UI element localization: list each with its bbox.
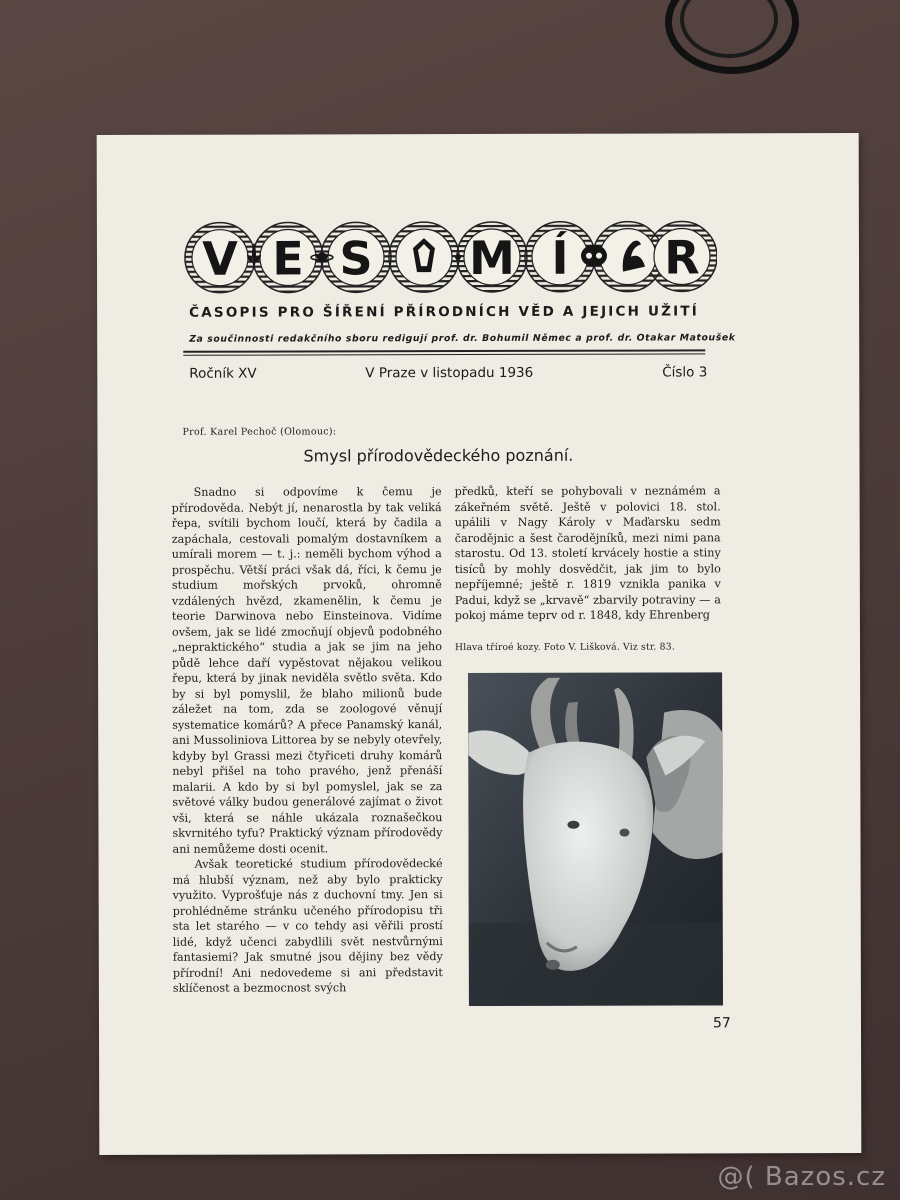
editors-line: Za součinnosti redakčního sboru redigují prof. dr. Bohumil Němec a prof. dr. Otakar Matoušek (189, 332, 736, 345)
issue-number: Číslo 3 (662, 364, 708, 381)
place-date: V Praze v listopadu 1936 (365, 364, 534, 382)
issue-info-row (189, 364, 707, 385)
paragraph: Snadno si odpovíme k čemu je přírodověda. Nebýt jí, nenarostla by tak veliká řepa, svítili bychom loučí, která by čadila a zapáchala, cestovali pomalým dostavníkem a umírali morem — t. j.: neměli bychom výhod a prospěchu. Větší práci však dá, říci, k čemu je studium mořských prvoků, ohromně vzdálených hvězd, zkamenělin, k čemu je teorie Darwinova nebo Einsteinova. Vidíme ovšem, jak se lidé zmocňují objevů podobného „nepraktického“ studia a jak se jim na jeho půdě lehce daří vypěstovat nějakou velikou řepu, která by jinak neviděla světlo světa. Kdo by si byl pomyslil, že blaho milionů bude záležet na tom, zda se zoologové věnují systematice komárů? A přece Panamský kanál, ani Mussoliniova Littorea by se nebyly otevřely, kdyby byl Grassi mezi čtyřiceti druhy komárů nebyl přišel na toho pravého, jenž přenáší malarii. A kdo by si byl pomyslel, jak se za světové války budou generálové zajímat o život vši, která se náhle ukázala roznašečkou skvrnitého tyfu? Praktický význam přírodovědy ani nemůžeme dosti ocenit. (171, 485, 443, 856)
goat-photo (468, 672, 723, 1006)
paragraph: předků, kteří se pohybovali v neznámém a zákeřném světě. Ještě v polovici 18. stol. upálili v Nagy Károly v Maďarsku sedm čarodějnic a šest čarodějníků, mezi nimi pana starostu. Od 13. století krvácely hostie a stiny tisíců by mohly dosvědčit, jak jim to bylo nepříjemné; ještě r. 1819 vznikla panika v Padui, když se „krvavě“ zbarvily potraviny — a pokoj máme teprv od r. 1848, kdy Ehrenberg (454, 484, 721, 623)
photo-caption: Hlava tříroé kozy. Foto V. Lišková. Viz str. 83. (454, 641, 675, 654)
magazine-page (97, 133, 862, 1155)
masthead-logo (183, 219, 717, 294)
masthead-letter-e: E (272, 231, 304, 286)
masthead-letter-i: Í (551, 230, 569, 285)
article-title: Smysl přírodovědeckého poznání. (303, 445, 574, 466)
masthead-logo-graphic (183, 219, 717, 294)
masthead-letter-r: R (664, 230, 700, 285)
goat-photo-graphic (468, 672, 723, 1006)
masthead-letter-v: V (202, 231, 238, 286)
masthead-letter-m: M (469, 230, 515, 286)
paragraph: Avšak teoretické studium přírodovědecké má hlubší význam, než aby bylo prakticky využito. Vyprošťuje nás z duchovní tmy. Jen si prohlédněme stránku učeného přírodopisu tři sta let starého — v co tehdy asi věřili prostí lidé, když učenci zabydlili svět nestvůrnými fantasiemi? Jak smutné jsou dějiny bez vědy přírodní! Ani nedovedeme si ani představit sklíčenost a bezmocnost svých (172, 857, 443, 995)
text-column-left (172, 484, 443, 996)
header-divider (183, 349, 705, 352)
page-number: 57 (712, 1015, 731, 1032)
text-column-right (455, 483, 721, 623)
magazine-subtitle: ČASOPIS PRO ŠÍŘENÍ PŘÍRODNÍCH VĚD A JEJICH UŽITÍ (189, 303, 700, 321)
article-author: Prof. Karel Pechoč (Olomouc): (182, 426, 337, 438)
header-divider-thin (183, 353, 705, 355)
site-watermark: @( Bazos.cz (717, 1162, 886, 1192)
volume-label: Ročník XV (189, 365, 257, 382)
masthead-letter-s: S (339, 231, 373, 286)
